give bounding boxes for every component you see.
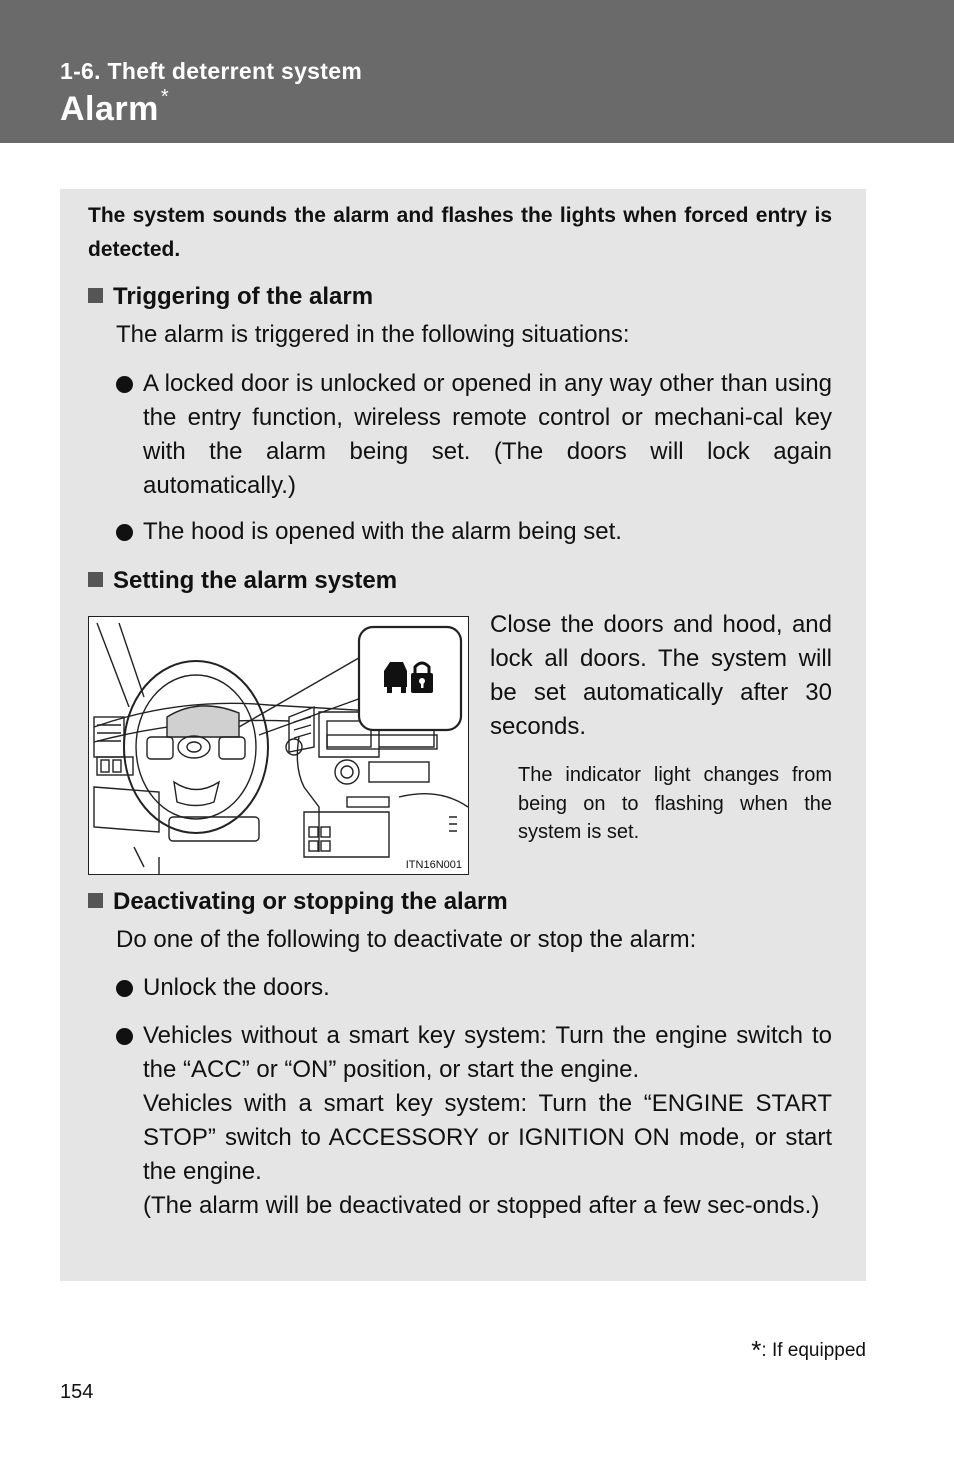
deactivating-lead: Do one of the following to deactivate or stop the alarm: xyxy=(116,926,697,953)
list-item xyxy=(116,367,832,503)
list-item-line: (The alarm will be deactivated or stopped after a few sec-onds.) xyxy=(143,1192,820,1219)
header-bar xyxy=(0,0,954,143)
list-item-text: Unlock the doors. xyxy=(143,974,330,1001)
triggering-lead: The alarm is triggered in the following situations: xyxy=(116,321,630,348)
if-equipped-mark: * xyxy=(160,86,170,108)
heading-triggering xyxy=(88,282,373,312)
list-item xyxy=(116,1019,832,1223)
dashboard-drawing xyxy=(89,617,468,874)
list-item-text: The hood is opened with the alarm being set. xyxy=(143,518,622,545)
bullet-dot-icon xyxy=(116,524,133,541)
list-item xyxy=(116,971,832,1005)
heading-triggering-text: Triggering of the alarm xyxy=(113,283,374,310)
setting-instructions: Close the doors and hood, and lock all doors. The system will be set automatically after 30 seconds. xyxy=(490,611,832,740)
lock-indicator-icon xyxy=(381,657,437,697)
list-item-line: Vehicles with a smart key system: Turn the “ENGINE START STOP” switch to ACCESSORY or IGNITION ON mode, or start the engine. xyxy=(143,1090,832,1185)
heading-deactivating xyxy=(88,887,508,917)
bullet-dot-icon xyxy=(116,980,133,997)
list-item xyxy=(116,515,832,549)
bullet-dot-icon xyxy=(116,376,133,393)
setting-note: The indicator light changes from being on to flashing when the system is set. xyxy=(518,764,832,843)
dashboard-illustration xyxy=(88,616,469,875)
page-title-text: Alarm xyxy=(60,90,159,128)
footnote xyxy=(751,1335,866,1366)
heading-deactivating-text: Deactivating or stopping the alarm xyxy=(113,888,508,915)
heading-setting xyxy=(88,566,397,596)
list-item-text: A locked door is unlocked or opened in any way other than using the entry function, wireless remote control or mechani-cal key with the alarm being set. (The doors will lock again automatically.) xyxy=(143,370,832,499)
heading-setting-text: Setting the alarm system xyxy=(113,567,398,594)
square-bullet-icon xyxy=(88,893,103,908)
section-label: 1-6. Theft deterrent system xyxy=(60,58,363,84)
footnote-text: : If equipped xyxy=(761,1340,866,1361)
page-number: 154 xyxy=(60,1381,94,1403)
square-bullet-icon xyxy=(88,288,103,303)
bullet-dot-icon xyxy=(116,1028,133,1045)
list-item-text xyxy=(143,1019,832,1223)
square-bullet-icon xyxy=(88,572,103,587)
intro-text: The system sounds the alarm and flashes the lights when forced entry is detected. xyxy=(88,204,832,261)
footnote-mark: * xyxy=(751,1335,762,1365)
list-item-line: Vehicles without a smart key system: Turn the engine switch to the “ACC” or “ON” position, or start the engine. xyxy=(143,1022,832,1083)
figure-code: ITN16N001 xyxy=(405,859,462,871)
page-title xyxy=(60,86,170,129)
